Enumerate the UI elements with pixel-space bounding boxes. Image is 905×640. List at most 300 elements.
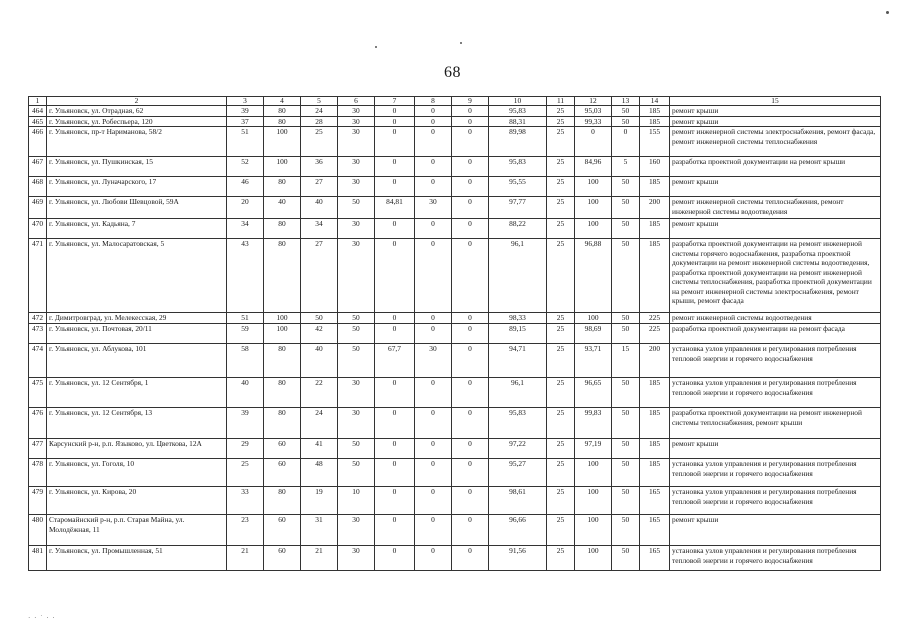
column-header: 2 <box>47 97 227 106</box>
table-cell: 165 <box>640 487 670 515</box>
table-cell: 84,96 <box>575 157 612 177</box>
table-cell: 50 <box>612 313 640 324</box>
table-cell: 477 <box>29 439 47 459</box>
table-cell: 80 <box>264 408 301 439</box>
table-row <box>29 546 881 571</box>
table-cell: установка узлов управления и регулирования потребления тепловой энергии и горячего водоснабжения <box>670 344 881 378</box>
table-cell: 200 <box>640 344 670 378</box>
table-cell: 0 <box>415 459 452 487</box>
table-cell: 0 <box>415 546 452 571</box>
table-cell: 80 <box>264 378 301 408</box>
table-cell: 80 <box>264 219 301 239</box>
table-cell: 60 <box>264 439 301 459</box>
table-cell: 30 <box>338 219 375 239</box>
table-cell: 476 <box>29 408 47 439</box>
table-cell: 97,22 <box>489 439 547 459</box>
table-cell: 25 <box>547 546 575 571</box>
housing-registry-table <box>28 96 881 571</box>
table-cell: 470 <box>29 219 47 239</box>
column-header: 10 <box>489 97 547 106</box>
table-cell: 60 <box>264 515 301 546</box>
table-cell: 42 <box>301 324 338 344</box>
table-cell: г. Ульяновск, ул. Гоголя, 10 <box>47 459 227 487</box>
table-cell: 25 <box>547 324 575 344</box>
table-cell: 0 <box>415 106 452 117</box>
table-cell: 100 <box>575 546 612 571</box>
table-cell: 48 <box>301 459 338 487</box>
table-cell: 100 <box>575 219 612 239</box>
table-cell: 25 <box>227 459 264 487</box>
table-cell: 50 <box>612 219 640 239</box>
table-cell: 97,77 <box>489 197 547 219</box>
table-cell: 20 <box>227 197 264 219</box>
table-cell: 25 <box>547 515 575 546</box>
table-cell: 30 <box>338 127 375 157</box>
table-cell: 30 <box>415 197 452 219</box>
table-cell: 0 <box>452 239 489 313</box>
table-cell: ремонт инженерной системы водоотведения <box>670 313 881 324</box>
table-cell: 89,98 <box>489 127 547 157</box>
table-cell: 185 <box>640 408 670 439</box>
page-number: 68 <box>444 64 461 81</box>
table-cell: 50 <box>338 459 375 487</box>
table-cell: 0 <box>452 324 489 344</box>
table-cell: 185 <box>640 106 670 117</box>
table-cell: 25 <box>547 127 575 157</box>
table-cell: 95,83 <box>489 106 547 117</box>
table-cell: 25 <box>547 344 575 378</box>
table-cell: 95,83 <box>489 408 547 439</box>
table-cell: ремонт крыши <box>670 106 881 117</box>
table-cell: Карсунский р-н, р.п. Языково, ул. Цветкова, 12А <box>47 439 227 459</box>
table-cell: 0 <box>452 219 489 239</box>
table-cell: 0 <box>452 313 489 324</box>
table-cell: 29 <box>227 439 264 459</box>
table-cell: г. Ульяновск, ул. Малосаратовская, 5 <box>47 239 227 313</box>
table-cell: 50 <box>612 487 640 515</box>
table-cell: 50 <box>612 439 640 459</box>
table-cell: 30 <box>338 546 375 571</box>
table-cell: 34 <box>227 219 264 239</box>
table-cell: 67,7 <box>375 344 415 378</box>
table-cell: 23 <box>227 515 264 546</box>
table-cell: 160 <box>640 157 670 177</box>
table-cell: 99,83 <box>575 408 612 439</box>
table-cell: 25 <box>547 177 575 197</box>
table-cell: 0 <box>452 408 489 439</box>
table-cell: 50 <box>612 378 640 408</box>
column-header: 11 <box>547 97 575 106</box>
table-cell: 40 <box>301 344 338 378</box>
table-cell: 80 <box>264 487 301 515</box>
table-cell: 0 <box>452 127 489 157</box>
table-cell: 0 <box>452 459 489 487</box>
table-cell: ремонт крыши <box>670 219 881 239</box>
table-cell: г. Ульяновск, ул. Пушкинская, 15 <box>47 157 227 177</box>
table-cell: г. Ульяновск, пр-т Нариманова, 58/2 <box>47 127 227 157</box>
table-cell: 94,71 <box>489 344 547 378</box>
table-cell: 50 <box>612 546 640 571</box>
table-cell: 474 <box>29 344 47 378</box>
table-cell: 28 <box>301 116 338 127</box>
table-cell: 31 <box>301 515 338 546</box>
table-row <box>29 127 881 157</box>
table-cell: 84,81 <box>375 197 415 219</box>
table-cell: разработка проектной документации на ремонт инженерной системы теплоснабжения, ремонт крыши <box>670 408 881 439</box>
table-cell: 25 <box>547 157 575 177</box>
table-cell: 185 <box>640 439 670 459</box>
table-cell: 98,33 <box>489 313 547 324</box>
table-cell: 21 <box>227 546 264 571</box>
footer-marks: · · ˙ · · <box>28 614 56 622</box>
table-row <box>29 408 881 439</box>
table-cell: 50 <box>612 177 640 197</box>
table-cell: 0 <box>375 324 415 344</box>
table-cell: 30 <box>338 177 375 197</box>
table-cell: 478 <box>29 459 47 487</box>
table-cell: 30 <box>338 157 375 177</box>
table-cell: 80 <box>264 106 301 117</box>
table-cell: 0 <box>375 378 415 408</box>
table-cell: 185 <box>640 378 670 408</box>
table-cell: 25 <box>547 197 575 219</box>
table-cell: разработка проектной документации на ремонт фасада <box>670 324 881 344</box>
scan-speck <box>375 46 377 48</box>
table-row <box>29 487 881 515</box>
table-cell: 24 <box>301 408 338 439</box>
table-cell: 25 <box>547 378 575 408</box>
table-row <box>29 177 881 197</box>
table-cell: 88,31 <box>489 116 547 127</box>
table-cell: 36 <box>301 157 338 177</box>
column-header: 9 <box>452 97 489 106</box>
table-cell: 0 <box>415 157 452 177</box>
table-cell: 25 <box>547 106 575 117</box>
table-cell: 30 <box>338 515 375 546</box>
table-cell: г. Димитровград, ул. Мелекесская, 29 <box>47 313 227 324</box>
table-cell: установка узлов управления и регулирования потребления тепловой энергии и горячего водоснабжения <box>670 487 881 515</box>
table-cell: г. Ульяновск, ул. Робеспьера, 120 <box>47 116 227 127</box>
table-cell: 30 <box>338 408 375 439</box>
scan-speck <box>886 11 889 14</box>
table-cell: 0 <box>375 127 415 157</box>
table-cell: 50 <box>338 344 375 378</box>
table-cell: 98,61 <box>489 487 547 515</box>
table-cell: 0 <box>415 378 452 408</box>
table-cell: г. Ульяновск, ул. Аблукова, 101 <box>47 344 227 378</box>
table-cell: 50 <box>338 313 375 324</box>
table-row <box>29 515 881 546</box>
table-cell: 30 <box>338 239 375 313</box>
table-cell: установка узлов управления и регулирования потребления тепловой энергии и горячего водоснабжения <box>670 546 881 571</box>
table-cell: 0 <box>415 239 452 313</box>
table-cell: 60 <box>264 459 301 487</box>
table-row <box>29 439 881 459</box>
table-row <box>29 116 881 127</box>
table-cell: 0 <box>375 313 415 324</box>
column-header: 4 <box>264 97 301 106</box>
table-cell: 39 <box>227 106 264 117</box>
table-cell: 96,66 <box>489 515 547 546</box>
table-cell: 25 <box>547 239 575 313</box>
table-cell: разработка проектной документации на ремонт крыши <box>670 157 881 177</box>
table-cell: 27 <box>301 239 338 313</box>
table-cell: 96,88 <box>575 239 612 313</box>
table-cell: 50 <box>612 239 640 313</box>
column-header: 5 <box>301 97 338 106</box>
table-cell: 30 <box>415 344 452 378</box>
table-cell: 25 <box>547 439 575 459</box>
table-cell: ремонт крыши <box>670 116 881 127</box>
table-cell: 50 <box>338 197 375 219</box>
table-cell: г. Ульяновск, ул. Почтовая, 20/11 <box>47 324 227 344</box>
table-cell: 96,1 <box>489 378 547 408</box>
table-cell: 225 <box>640 313 670 324</box>
table-cell: 185 <box>640 116 670 127</box>
table-cell: 185 <box>640 459 670 487</box>
table-cell: 97,19 <box>575 439 612 459</box>
table-cell: 58 <box>227 344 264 378</box>
table-cell: 200 <box>640 197 670 219</box>
table-cell: 472 <box>29 313 47 324</box>
table-cell: 0 <box>452 197 489 219</box>
table-row <box>29 324 881 344</box>
column-header: 15 <box>670 97 881 106</box>
table-cell: 25 <box>547 313 575 324</box>
table-cell: 0 <box>452 546 489 571</box>
table-cell: г. Ульяновск, ул. Кадьяна, 7 <box>47 219 227 239</box>
table-cell: 95,55 <box>489 177 547 197</box>
table-cell: 0 <box>375 487 415 515</box>
table-cell: 25 <box>547 219 575 239</box>
table-cell: 98,69 <box>575 324 612 344</box>
table-cell: 15 <box>612 344 640 378</box>
table-cell: 0 <box>452 487 489 515</box>
table-cell: 0 <box>415 313 452 324</box>
table-cell: 80 <box>264 344 301 378</box>
table-cell: 50 <box>301 313 338 324</box>
table-cell: 100 <box>575 177 612 197</box>
column-header: 1 <box>29 97 47 106</box>
table-cell: 39 <box>227 408 264 439</box>
table-cell: 51 <box>227 127 264 157</box>
table-cell: установка узлов управления и регулирования потребления тепловой энергии и горячего водоснабжения <box>670 378 881 408</box>
table-cell: 50 <box>612 116 640 127</box>
table-cell: 50 <box>612 197 640 219</box>
table-cell: 22 <box>301 378 338 408</box>
table-cell: 0 <box>415 487 452 515</box>
table-cell: г. Ульяновск, ул. Кирова, 20 <box>47 487 227 515</box>
table-cell: 27 <box>301 177 338 197</box>
table-cell: 50 <box>338 439 375 459</box>
table-cell: 10 <box>338 487 375 515</box>
table-cell: 80 <box>264 177 301 197</box>
table-cell: 50 <box>612 324 640 344</box>
table-cell: 471 <box>29 239 47 313</box>
table-cell: 46 <box>227 177 264 197</box>
table-row <box>29 378 881 408</box>
table-cell: 25 <box>547 487 575 515</box>
table-cell: 96,1 <box>489 239 547 313</box>
table-cell: ремонт крыши <box>670 515 881 546</box>
table-cell: 50 <box>612 515 640 546</box>
table-cell: 43 <box>227 239 264 313</box>
table-cell: 0 <box>415 324 452 344</box>
table-cell: 30 <box>338 116 375 127</box>
column-header: 13 <box>612 97 640 106</box>
table-cell: 0 <box>375 157 415 177</box>
table-cell: г. Ульяновск, ул. Любови Шевцовой, 59А <box>47 197 227 219</box>
table-cell: 40 <box>264 197 301 219</box>
table-cell: 0 <box>375 239 415 313</box>
table-cell: ремонт инженерной системы теплоснабжения, ремонт инженерной системы водоотведения <box>670 197 881 219</box>
table-cell: 100 <box>264 313 301 324</box>
table-cell: 96,65 <box>575 378 612 408</box>
table-cell: 25 <box>547 408 575 439</box>
table-row <box>29 219 881 239</box>
table-cell: 50 <box>612 408 640 439</box>
column-header: 14 <box>640 97 670 106</box>
table-cell: 30 <box>338 378 375 408</box>
table-cell: 481 <box>29 546 47 571</box>
table-cell: 25 <box>547 459 575 487</box>
table-cell: 41 <box>301 439 338 459</box>
table-cell: 0 <box>415 408 452 439</box>
table-cell: 475 <box>29 378 47 408</box>
table-cell: 0 <box>452 515 489 546</box>
table-cell: установка узлов управления и регулирования потребления тепловой энергии и горячего водоснабжения <box>670 459 881 487</box>
table-cell: 21 <box>301 546 338 571</box>
table-cell: 0 <box>375 177 415 197</box>
column-header: 8 <box>415 97 452 106</box>
table-cell: 100 <box>575 515 612 546</box>
table-cell: 60 <box>264 546 301 571</box>
table-cell: ремонт инженерной системы электроснабжения, ремонт фасада, ремонт инженерной системы теплоснабжения <box>670 127 881 157</box>
column-header: 7 <box>375 97 415 106</box>
table-cell: 0 <box>452 439 489 459</box>
table-row <box>29 459 881 487</box>
table-cell: 0 <box>375 546 415 571</box>
table-cell: 0 <box>375 408 415 439</box>
table-cell: 52 <box>227 157 264 177</box>
table-cell: 91,56 <box>489 546 547 571</box>
table-cell: 469 <box>29 197 47 219</box>
table-cell: 33 <box>227 487 264 515</box>
table-cell: 0 <box>575 127 612 157</box>
table-cell: 40 <box>227 378 264 408</box>
column-header: 3 <box>227 97 264 106</box>
table-cell: 50 <box>612 459 640 487</box>
table-cell: 225 <box>640 324 670 344</box>
table-cell: 467 <box>29 157 47 177</box>
table-cell: 37 <box>227 116 264 127</box>
table-cell: 466 <box>29 127 47 157</box>
table-row <box>29 106 881 117</box>
table-cell: г. Ульяновск, ул. 12 Сентября, 13 <box>47 408 227 439</box>
table-cell: 165 <box>640 546 670 571</box>
table-cell: 100 <box>264 157 301 177</box>
table-cell: 0 <box>375 116 415 127</box>
table-cell: 25 <box>547 116 575 127</box>
table-cell: 155 <box>640 127 670 157</box>
table-cell: 185 <box>640 177 670 197</box>
table-cell: 0 <box>415 219 452 239</box>
table-cell: 25 <box>301 127 338 157</box>
table-cell: Старомайнский р-н, р.п. Старая Майна, ул. Молодёжная, 11 <box>47 515 227 546</box>
table-row <box>29 313 881 324</box>
table-cell: 95,83 <box>489 157 547 177</box>
table-cell: 80 <box>264 116 301 127</box>
table-cell: 0 <box>452 344 489 378</box>
table-cell: 88,22 <box>489 219 547 239</box>
table-cell: 19 <box>301 487 338 515</box>
table-row <box>29 157 881 177</box>
table-cell: 100 <box>264 324 301 344</box>
table-cell: 480 <box>29 515 47 546</box>
table-cell: 0 <box>452 157 489 177</box>
table-cell: 99,33 <box>575 116 612 127</box>
table-cell: 0 <box>375 219 415 239</box>
table-cell: 473 <box>29 324 47 344</box>
table-cell: ремонт крыши <box>670 177 881 197</box>
table-cell: 479 <box>29 487 47 515</box>
table-cell: 0 <box>415 127 452 157</box>
table-row <box>29 239 881 313</box>
table-cell: 95,03 <box>575 106 612 117</box>
table-cell: 0 <box>375 439 415 459</box>
table-row <box>29 344 881 378</box>
table-cell: 465 <box>29 116 47 127</box>
table-cell: 5 <box>612 157 640 177</box>
table-cell: 51 <box>227 313 264 324</box>
table-cell: г. Ульяновск, ул. 12 Сентября, 1 <box>47 378 227 408</box>
table-cell: г. Ульяновск, ул. Промышленная, 51 <box>47 546 227 571</box>
table-cell: 100 <box>575 313 612 324</box>
table-cell: 185 <box>640 239 670 313</box>
table-cell: 30 <box>338 106 375 117</box>
table-cell: 95,27 <box>489 459 547 487</box>
column-header: 12 <box>575 97 612 106</box>
table-cell: 468 <box>29 177 47 197</box>
scan-speck <box>460 42 462 44</box>
header-row <box>29 97 881 106</box>
table-cell: 0 <box>415 515 452 546</box>
table-cell: 100 <box>575 197 612 219</box>
table-cell: 0 <box>415 439 452 459</box>
table-cell: 464 <box>29 106 47 117</box>
table-cell: 24 <box>301 106 338 117</box>
table-cell: 0 <box>375 515 415 546</box>
table-cell: 0 <box>415 177 452 197</box>
table-cell: ремонт крыши <box>670 439 881 459</box>
table-cell: 100 <box>575 459 612 487</box>
table-cell: 93,71 <box>575 344 612 378</box>
table-cell: 0 <box>375 106 415 117</box>
table-cell: 0 <box>612 127 640 157</box>
table-cell: г. Ульяновск, ул. Луначарского, 17 <box>47 177 227 197</box>
column-header: 6 <box>338 97 375 106</box>
table-cell: разработка проектной документации на ремонт инженерной системы горячего водоснабжения, разработка проектной документации на ремонт инженерной системы водоотведения, разработка проектной документации на ремонт инженерной системы теплоснабжения, разработка проектной документации на ремонт инженерной системы электроснабжения, ремонт крыши, ремонт фасада <box>670 239 881 313</box>
table-cell: 165 <box>640 515 670 546</box>
table-cell: 50 <box>338 324 375 344</box>
table-cell: 50 <box>612 106 640 117</box>
table-cell: г. Ульяновск, ул. Отрадная, 62 <box>47 106 227 117</box>
table-cell: 34 <box>301 219 338 239</box>
table-cell: 0 <box>415 116 452 127</box>
table-cell: 0 <box>452 106 489 117</box>
table-row <box>29 197 881 219</box>
table-cell: 0 <box>452 116 489 127</box>
